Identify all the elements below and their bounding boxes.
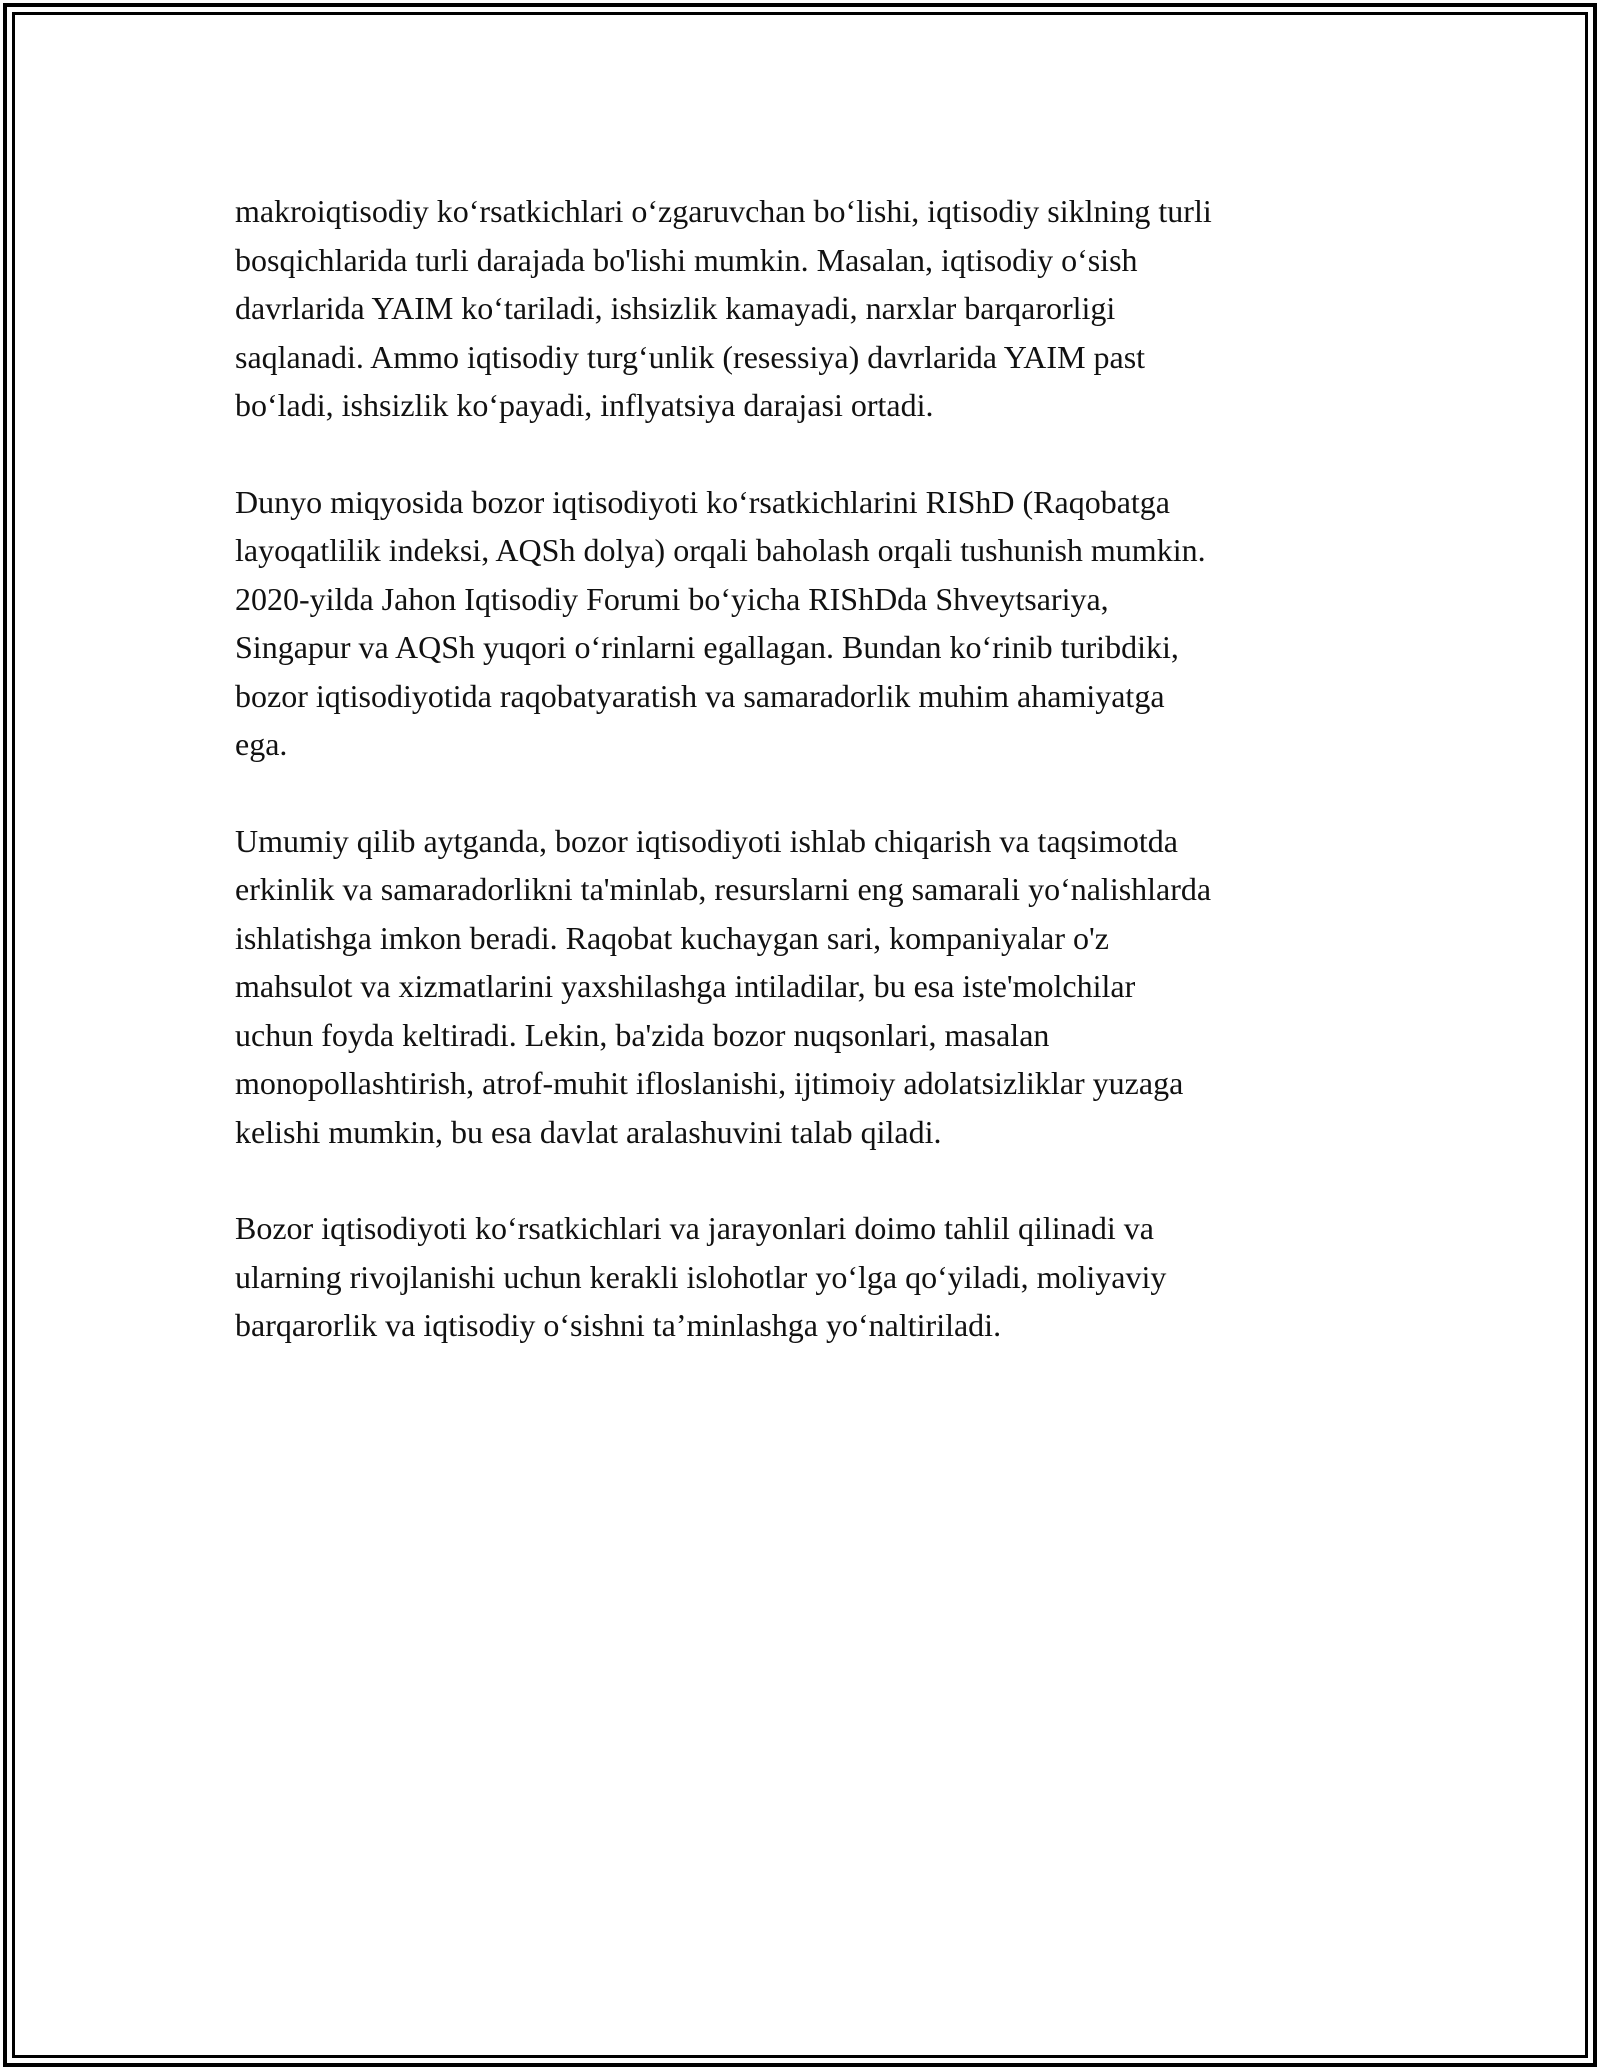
paragraph-2: Dunyo miqyosida bozor iqtisodiyoti ko‘rsatkichlarini RIShD (Raqobatga layoqatlilik indeksi, AQSh dolya) orqali baholash orqali tushunish mumkin. 2020-yilda Jahon Iqtisodiy Forumi bo‘yicha RIShDda Shveytsariya, Singapur va AQSh yuqori o‘rinlarni egallagan. Bundan ko‘rinib turibdiki, bozor iqtisodiyotida raqobatyaratish va samaradorlik muhim ahamiyatga ega.: [235, 483, 1206, 762]
paragraph-4: Bozor iqtisodiyoti ko‘rsatkichlari va jarayonlari doimo tahlil qilinadi va ularning rivojlanishi uchun kerakli islohotlar yo‘lga qo‘yiladi, moliyaviy barqarorlik va iqtisodiy o‘sishni ta’minlashga yo‘naltiriladi.: [235, 1210, 1167, 1343]
paragraph-1: makroiqtisodiy ko‘rsatkichlari o‘zgaruvchan bo‘lishi, iqtisodiy siklning turli bosqichlarida turli darajada bo'lishi mumkin. Masalan, iqtisodiy o‘sish davrlarida YAIM ko‘tariladi, ishsizlik kamayadi, narxlar barqarorligi saqlanadi. Ammo iqtisodiy turg‘unlik (resessiya) davrlarida YAIM past bo‘ladi, ishsizlik ko‘payadi, inflyatsiya darajasi ortadi.: [235, 193, 1212, 423]
paragraph-3: Umumiy qilib aytganda, bozor iqtisodiyoti ishlab chiqarish va taqsimotda erkinlik va samaradorlikni ta'minlab, resurslarni eng samarali yo‘nalishlarda ishlatishga imkon beradi. Raqobat kuchaygan sari, kompaniyalar o'z mahsulot va xizmatlarini yaxshilashga intiladilar, bu esa iste'molchilar uchun foyda keltiradi. Lekin, ba'zida bozor nuqsonlari, masalan monopollashtirish, atrof-muhit ifloslanishi, ijtimoiy adolatsizliklar yuzaga kelishi mumkin, bu esa davlat aralashuvini talab qiladi.: [235, 822, 1212, 1150]
document-body: [235, 187, 1370, 1398]
